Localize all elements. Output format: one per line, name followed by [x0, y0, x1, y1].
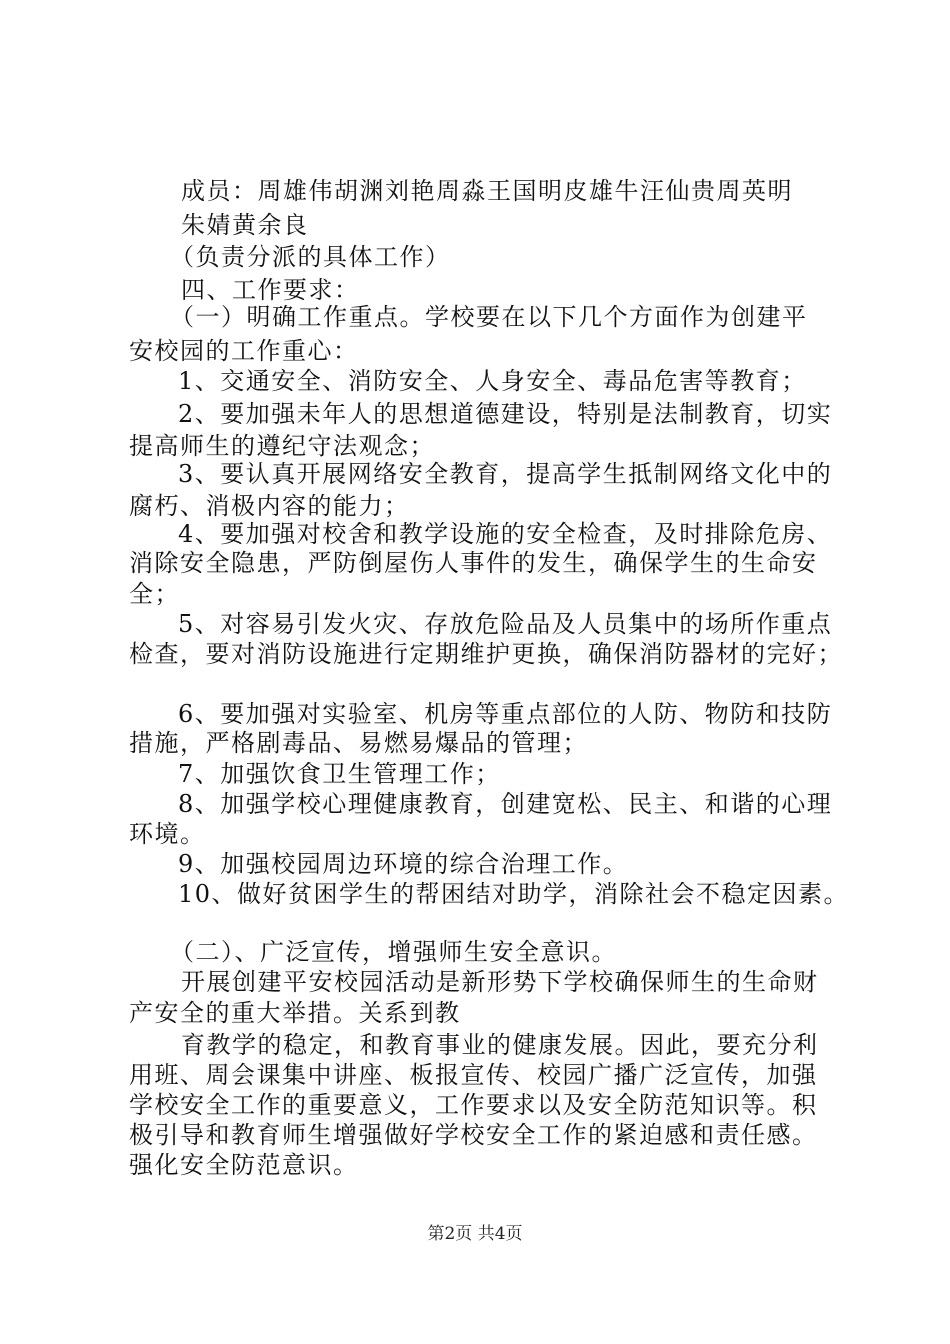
- text-line: 学校安全工作的重要意义，工作要求以及安全防范知识等。积: [129, 1091, 818, 1119]
- text-line: 安校园的工作重心：: [129, 337, 359, 365]
- list-item: 9、加强校园周边环境的综合治理工作。: [178, 850, 629, 878]
- text-line: 朱婧黄余良: [181, 211, 309, 239]
- text-line: 提高师生的遵纪守法观念；: [129, 432, 435, 460]
- list-item: 10、做好贫困学生的帮困结对助学，消除社会不稳定因素。: [178, 880, 850, 908]
- text-line: 开展创建平安校园活动是新形势下学校确保师生的生命财: [181, 968, 819, 996]
- text-line: 成员：周雄伟胡渊刘艳周淼王国明皮雄牛汪仙贵周英明: [181, 177, 793, 205]
- text-line: 全；: [129, 580, 180, 608]
- list-item: 8、加强学校心理健康教育，创建宽松、民主、和谐的心理: [178, 790, 833, 818]
- text-line: （负责分派的具体工作）: [170, 243, 451, 271]
- page-footer: 第2页 共4页: [427, 1224, 523, 1244]
- list-item: 1、交通安全、消防安全、人身安全、毒品危害等教育；: [178, 367, 807, 395]
- text-line: 极引导和教育师生增强做好学校安全工作的紧迫感和责任感。: [129, 1121, 818, 1149]
- text-line: 腐朽、消极内容的能力；: [129, 492, 410, 520]
- text-line: 用班、周会课集中讲座、板报宣传、校园广播广泛宣传，加强: [129, 1061, 818, 1089]
- list-item: 4、要加强对校舍和教学设施的安全检查，及时排除危房、: [178, 520, 833, 548]
- subsection-heading: （一）明确工作重点。学校要在以下几个方面作为创建平: [170, 303, 808, 331]
- list-item: 3、要认真开展网络安全教育，提高学生抵制网络文化中的: [178, 460, 833, 488]
- text-line: 消除安全隐患，严防倒屋伤人事件的发生，确保学生的生命安: [129, 549, 818, 577]
- list-item: 2、要加强未年人的思想道德建设，特别是法制教育，切实: [178, 400, 833, 428]
- text-line: 环境。: [129, 820, 206, 848]
- text-line: 强化安全防范意识。: [129, 1151, 359, 1179]
- text-line: 检查，要对消防设施进行定期维护更换，确保消防器材的完好；: [129, 640, 843, 668]
- text-line: 育教学的稳定，和教育事业的健康发展。因此，要充分利: [181, 1031, 819, 1059]
- subsection-heading: （二）、广泛宣传，增强师生安全意识。: [170, 938, 617, 966]
- section-heading: 四、工作要求：: [181, 276, 360, 304]
- text-line: 产安全的重大举措。关系到教: [129, 999, 461, 1027]
- list-item: 5、对容易引发火灾、存放危险品及人员集中的场所作重点: [178, 610, 833, 638]
- text-line: 措施，严格剧毒品、易燃易爆品的管理；: [129, 729, 588, 757]
- list-item: 6、要加强对实验室、机房等重点部位的人防、物防和技防: [178, 700, 833, 728]
- list-item: 7、加强饮食卫生管理工作；: [178, 760, 501, 788]
